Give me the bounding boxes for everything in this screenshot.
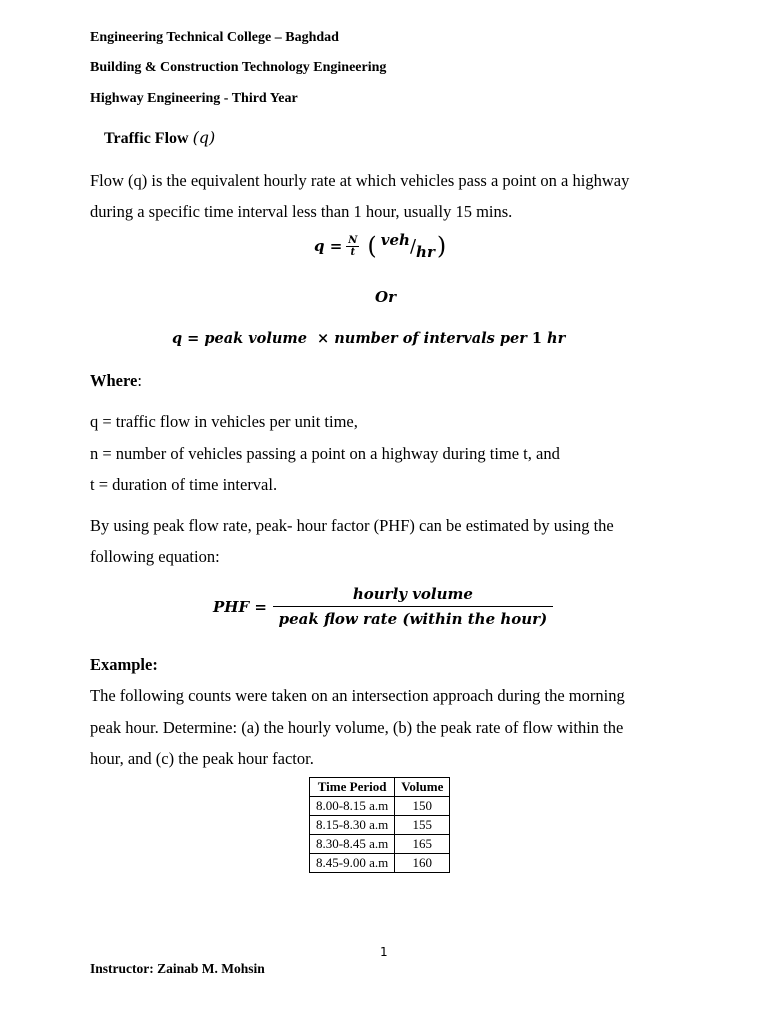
table-row	[310, 854, 450, 873]
volume-cell: 150	[395, 797, 450, 816]
where-colon: :	[137, 371, 142, 390]
definition-q: q = traffic flow in vehicles per unit time,	[90, 412, 358, 431]
volume-cell: 165	[395, 835, 450, 854]
section-title	[104, 128, 215, 148]
eq1-unit-numerator: veh	[380, 231, 410, 249]
phf-intro-line-1: By using peak flow rate, peak- hour factor (PHF) can be estimated by using the	[90, 516, 614, 535]
eq1-lhs: q =	[314, 237, 343, 255]
eq3-den-b: (within the hour)	[402, 609, 548, 628]
table-header-row	[310, 778, 450, 797]
or-text: Or	[375, 288, 396, 306]
header-volume: Volume	[395, 778, 450, 797]
eq1-numerator: N	[348, 234, 358, 246]
table-row	[310, 835, 450, 854]
section-title-symbol: (q)	[192, 128, 216, 147]
example-line-3: hour, and (c) the peak hour factor.	[90, 749, 314, 768]
example-line-2: peak hour. Determine: (a) the hourly volume, (b) the peak rate of flow within the	[90, 718, 624, 737]
peak-volume-equation	[172, 330, 565, 347]
example-label: Example:	[90, 655, 158, 674]
eq3-lhs: PHF =	[213, 597, 267, 616]
example-line-1: The following counts were taken on an intersection approach during the morning	[90, 686, 625, 705]
volume-cell: 160	[395, 854, 450, 873]
phf-intro-line-2: following equation:	[90, 547, 220, 566]
phf-equation	[213, 586, 553, 627]
eq3-den-a: peak flow rate	[278, 609, 403, 628]
where-text: Where	[90, 371, 138, 390]
header-course: Highway Engineering - Third Year	[90, 91, 298, 106]
eq2-text: q = peak volume × number of intervals per	[172, 330, 532, 347]
eq1-slash: /	[409, 235, 417, 257]
flow-equation	[314, 232, 446, 260]
time-period-cell: 8.30-8.45 a.m	[310, 835, 395, 854]
eq1-close-paren: )	[436, 232, 447, 260]
where-label	[90, 371, 142, 391]
page-number: 1	[380, 945, 388, 959]
definition-n: n = number of vehicles passing a point on a highway during time t, and	[90, 444, 560, 463]
time-period-cell: 8.00-8.15 a.m	[310, 797, 395, 816]
time-period-cell: 8.15-8.30 a.m	[310, 816, 395, 835]
intro-line-1: Flow (q) is the equivalent hourly rate at which vehicles pass a point on a highway	[90, 171, 630, 190]
eq2-tail: hr	[541, 330, 566, 347]
eq1-open-paren: (	[367, 232, 377, 260]
table-row	[310, 797, 450, 816]
table-row	[310, 816, 450, 835]
counts-table	[309, 777, 450, 873]
header-college: Engineering Technical College – Baghdad	[90, 30, 339, 45]
volume-cell: 155	[395, 816, 450, 835]
time-period-cell: 8.45-9.00 a.m	[310, 854, 395, 873]
eq3-denominator	[277, 607, 550, 628]
header-department: Building & Construction Technology Engineering	[90, 60, 387, 75]
eq3-fraction	[273, 586, 553, 627]
eq1-denominator: t	[350, 246, 356, 258]
eq1-unit-denominator: hr	[416, 243, 435, 261]
eq1-fraction	[346, 235, 359, 258]
definition-t: t = duration of time interval.	[90, 475, 278, 494]
header-time-period: Time Period	[310, 778, 395, 797]
section-title-text: Traffic Flow	[104, 130, 189, 147]
instructor-name: Instructor: Zainab M. Mohsin	[90, 961, 265, 976]
eq2-one: 1	[531, 330, 542, 347]
eq3-numerator: hourly volume	[273, 586, 553, 607]
intro-line-2: during a specific time interval less than 1 hour, usually 15 mins.	[90, 202, 513, 221]
